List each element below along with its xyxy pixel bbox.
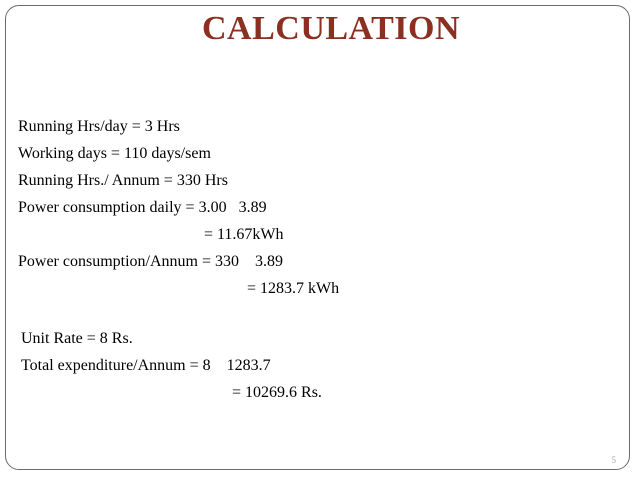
unit-rate: Unit Rate = 8 Rs. <box>21 330 133 347</box>
power-consumption-daily: Power consumption daily = 3.00 3.89 <box>18 199 267 216</box>
running-hours-per-annum: Running Hrs./ Annum = 330 Hrs <box>18 172 228 189</box>
power-consumption-daily-result: = 11.67kWh <box>204 226 284 243</box>
running-hours-per-day: Running Hrs/day = 3 Hrs <box>18 118 180 135</box>
total-expenditure-annum: Total expenditure/Annum = 8 1283.7 <box>21 357 271 374</box>
power-consumption-annum-result: = 1283.7 kWh <box>247 280 340 297</box>
page-number: 5 <box>611 455 616 465</box>
power-consumption-annum: Power consumption/Annum = 330 3.89 <box>18 253 284 270</box>
working-days: Working days = 110 days/sem <box>18 145 211 162</box>
slide-title: CALCULATION <box>201 10 460 47</box>
total-expenditure-result: = 10269.6 Rs. <box>232 384 322 401</box>
